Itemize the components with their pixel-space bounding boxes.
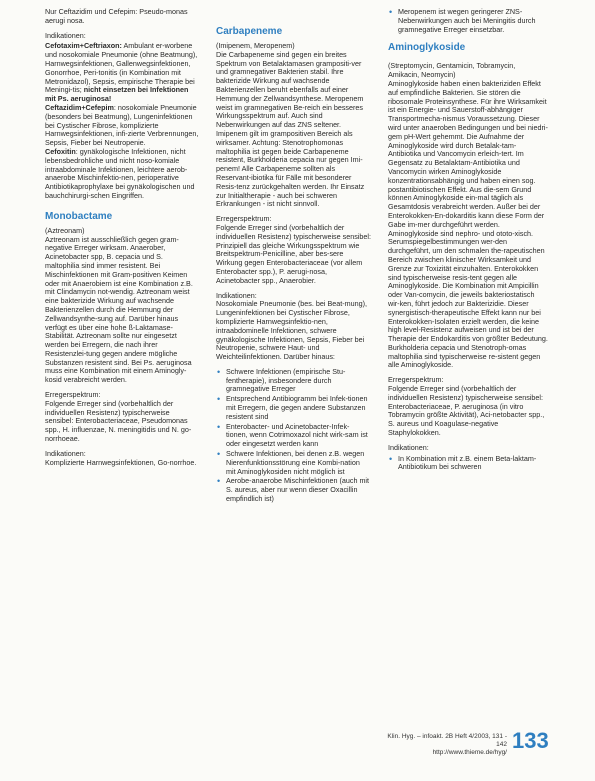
section-heading-monobactame: Monobactame [45, 210, 113, 222]
paragraph: (Aztreonam) [45, 225, 85, 235]
paragraph-cefoxitin [45, 148, 199, 201]
warning-text: nicht einsetzen bei Infektionen mit Ps. aeruginosa! [45, 85, 189, 104]
list-item: • Schwere Infektionen, bei denen z.B. wegen Nierenfunktionsstörung eine Kombi-nation mit Aminoglykosiden nicht möglich ist [226, 450, 371, 476]
term: Cefoxitin [45, 146, 76, 156]
column-2 [216, 26, 371, 510]
section-heading-carbapeneme: Carbapeneme [216, 26, 283, 37]
subheading: Erregerspektrum: [45, 390, 101, 400]
list-item: • Schwere Infektionen (empirische Stu-fentherapie), insbesondere durch gramnegative Erreger [226, 368, 371, 394]
subheading: Indikationen: [216, 290, 257, 300]
list-item: • Enterobacter- und Acinetobacter-Infek-tionen, wenn Cotrimoxazol nicht wirk-sam ist oder eingesetzt werden kann [226, 423, 371, 449]
paragraph-carbapeneme: Die Carbapeneme sind gegen ein breites Spektrum von Betalaktamasen grampositi-ver und gramnegativer Bakterien stabil. Ihre bakterizide Wirkung auf wachsende Bakterienzellen beruht ebenfalls auf einer Hemmung der Zellwandsynthese. Meropenem weist im gramnegativen Be-reich ein besseres Wirkungsspektrum auf. Auch sind Nebenwirkungen auf das ZNS seltener. Imipenem gilt im grampositiven Bereich als wirksamer. Achtung: Stenotrophomonas maltophilia ist gegen beide Carbapeneme resistent, Burkholderia cepacia nur gegen Imi-penem! Alle Carbapeneme sollten als Reservant-ibiotika für Fälle mit besonderer Resis-tenz zurückgehalten werden. Ihr Einsatz zur Initialtherapie - auch bei schweren Erkrankungen - ist nicht sinnvoll. [216, 49, 365, 209]
list-item: • Aerobe-anaerobe Mischinfektionen (auch mit S. aureus, aber nur wenn dieser Oxacillin empfindlich ist) [226, 477, 371, 503]
text: : nosokomiale Pneumonie (besonders bei Beatmung), Lungeninfektionen bei Cystischer Fibrose, komplizierte Harnwegsinfektionen, infi-zierte Verbrennungen, Sepsis, Fieber bei Neutropenie. [45, 102, 199, 148]
subheading: Indikationen: [388, 442, 429, 452]
list-item: • In Kombination mit z.B. einem Beta-laktam-Antibiotikum bei schweren [398, 455, 548, 473]
list-item: • Entsprechend Antibiogramm bei Infek-tionen mit Erregern, die gegen andere Substanzen resistent sind [226, 395, 371, 421]
indication-list [216, 368, 371, 504]
paragraph-aminoglykoside: Aminoglykoside haben einen bakteriziden Effekt auf empfindliche Bakterien. Sie stören die ribosomale Proteinsynthese. Für ihre Wirksamkeit ist ein Energie- und Sauerstoff-abhängiger Transportmecha-nismus Voraussetzung. Dieser wird unter anaeroben Bedingungen und bei niedri-gem pH-Wert gehemmt. Die Aufnahme der Aminoglykoside wird durch Betalak-tam-Antibiotika und Vancomycin erleich-tert. Im Gegensatz zu Betalaktam-Antibiotika und Vancomycin wirken Aminoglykoside konzentrationsabhängig und haben einen sog. postantibiotischen Effekt. Aus die-sem Grund können Aminoglykoside ein-mal täglich als Gesamtdosis verabreicht werden. Außer bei der Enterokokken-En-dokarditis kann diese Form der Gabe im-mer durchgeführt werden. Aminoglykoside sind nephro- und ototo-xisch. Serumspiegelbestimmungen wer-den durchgeführt, um den schmalen the-rapeutischen Bereich zwischen klinischer Wirksamkeit und Grenze zur Toxizität einzuhalten. Enterokokken sind typischerweise resis-tent gegen alle Aminoglykoside. Die Kombination mit Ampicillin oder Van-comycin, die jeweils bakteriostatisch wir-ken, führt jedoch zur Bakterizidie. Dieser synergistisch-therapeutische Effekt kann nur bei Enterokokken-Isolaten erzielt werden, die keine high level-Resistenz aufweisen und ist bei der Therapie der Endokarditis von größter Bedeutung. Burkholderia cepacia und Stenotroph-omas maltophilia sind typischerweise re-sistent gegen alle Aminoglykoside. [388, 78, 548, 370]
paragraph: Komplizierte Harnwegsinfektionen, Go-norrhoe. [45, 457, 197, 467]
paragraph: Folgende Erreger sind (vorbehaltlich der individuellen Resistenz) typischerweise sensibel: Enterobacteriaceae, Pseudomonas spp., H. influenzae, N. meningitidis und N. go-norrhoeae. [45, 398, 192, 444]
column-1 [45, 8, 199, 473]
page-footer [383, 733, 507, 757]
term: Ceftazidim+Cefepim [45, 102, 114, 112]
paragraph: (Streptomycin, Gentamicin, Tobramycin, Amikacin, Neomycin) [388, 61, 516, 80]
indication-list [388, 455, 548, 473]
paragraph-cefotaxim [45, 42, 199, 104]
continued-list [388, 8, 548, 34]
subheading: Erregerspektrum: [388, 375, 444, 385]
subheading: Indikationen: [45, 30, 86, 40]
journal-citation: Klin. Hyg. – infoakt. 2B Heft 4/2003, 131 - 142 [387, 733, 507, 748]
paragraph-ceftazidim [45, 104, 199, 148]
list-item: • Meropenem ist wegen geringerer ZNS-Nebenwirkungen auch bei Meningitis durch gramnegative Erreger einsetzbar. [398, 8, 548, 34]
paragraph: Nur Ceftazidim und Cefepim: Pseudo-monas aerugi nosa. [45, 7, 188, 25]
journal-url: http://www.thieme.de/hyg/ [432, 749, 507, 756]
paragraph-aztreonam: Aztreonam ist ausschließlich gegen gram-negative Erreger wirksam. Anaerober, Acinetobacter spp, B. cepacia und S. maltophilia sind immer resistent. Bei Mischinfektionen mit Gram-positiven Keimen oder mit Anaerobiern ist eine Kombination z.B. mit Clindamycin not-wendig. Aztreonam weist eine bakterizide Wirkung auf wachsende Bakterienzellen durch die Hemmung der Zellwandsynthe-sung auf. Darüber hinaus verfügt es über eine hohe ß-Laktamase-Stabilität. Aztreonam sollte nur eingesetzt werden bei Erregern, die nach ihrer Resistenzlei-tung gegen andere mögliche Substanzen resistent sind. Bei Ps. aeruginosa muss eine Kombination mit einem Aminogly-kosid verabreicht werden. [45, 234, 193, 385]
term: Cefotaxim+Ceftriaxon: [45, 41, 122, 51]
paragraph: Folgende Erreger sind (vorbehaltlich der individuellen Resistenz) typischerweise sensibel: Prinzipiell das gleiche Wirkungsspektrum wie Breitspektrum-Penicilline, aber bes-sere Wirkung gegen Enterobacteriaceae (vor allem Enterobacter spp.), P. aerugi-nosa, Acinetobacter spp., Anaerobier. [216, 222, 372, 285]
paragraph: Nosokomiale Pneumonie (bes. bei Beat-mung), Lungeninfektionen bei Cystischer Fibrose, komplizierte Harnwegsinfektio-nen, intraabdominelle Infektionen, schwere gynäkologische Infektionen, Sepsis, Fieber bei Neutropenie, schwere Haut- und Weichteilinfektionen. Darüber hinaus: [216, 299, 368, 362]
column-3 [388, 8, 548, 478]
text: Ambulant er-worbene und nosokomiale Pneumonie (ohne Beatmung), Harnwegsinfektionen, Gallenwegsinfektionen, Gonorrhoe, Peri-tonitis (in Kombination mit Metronidazol), Sepsis, empirische Therapie bei Meningi-tis; [45, 41, 198, 95]
subheading: Erregerspektrum: [216, 214, 272, 224]
section-heading-aminoglykoside: Aminoglykoside [388, 42, 466, 54]
paragraph: Folgende Erreger sind (vorbehaltlich der individuellen Resistenz) typischerweise sensibel: Enterobacteriaceae, P. aeruginosa (in vitro Tobramycin größte Aktivität), Aci-netobacter spp., S. aureus und Koagulase-negative Staphylokokken. [388, 384, 545, 438]
text: : gynäkologische Infektionen, nicht lebensbedrohliche und nicht noso-komiale intraabdominale Infektionen, leichtere aerob-anaerobe Mischinfektio-nen, perioperative Antibiotikaprophylaxe bei gynäkologischen und bauchchirurgi-schen Eingriffen. [45, 146, 195, 200]
subheading: Indikationen: [45, 448, 86, 458]
page-number: 133 [512, 728, 549, 753]
paragraph: (Imipenem, Meropenem) [216, 41, 295, 50]
